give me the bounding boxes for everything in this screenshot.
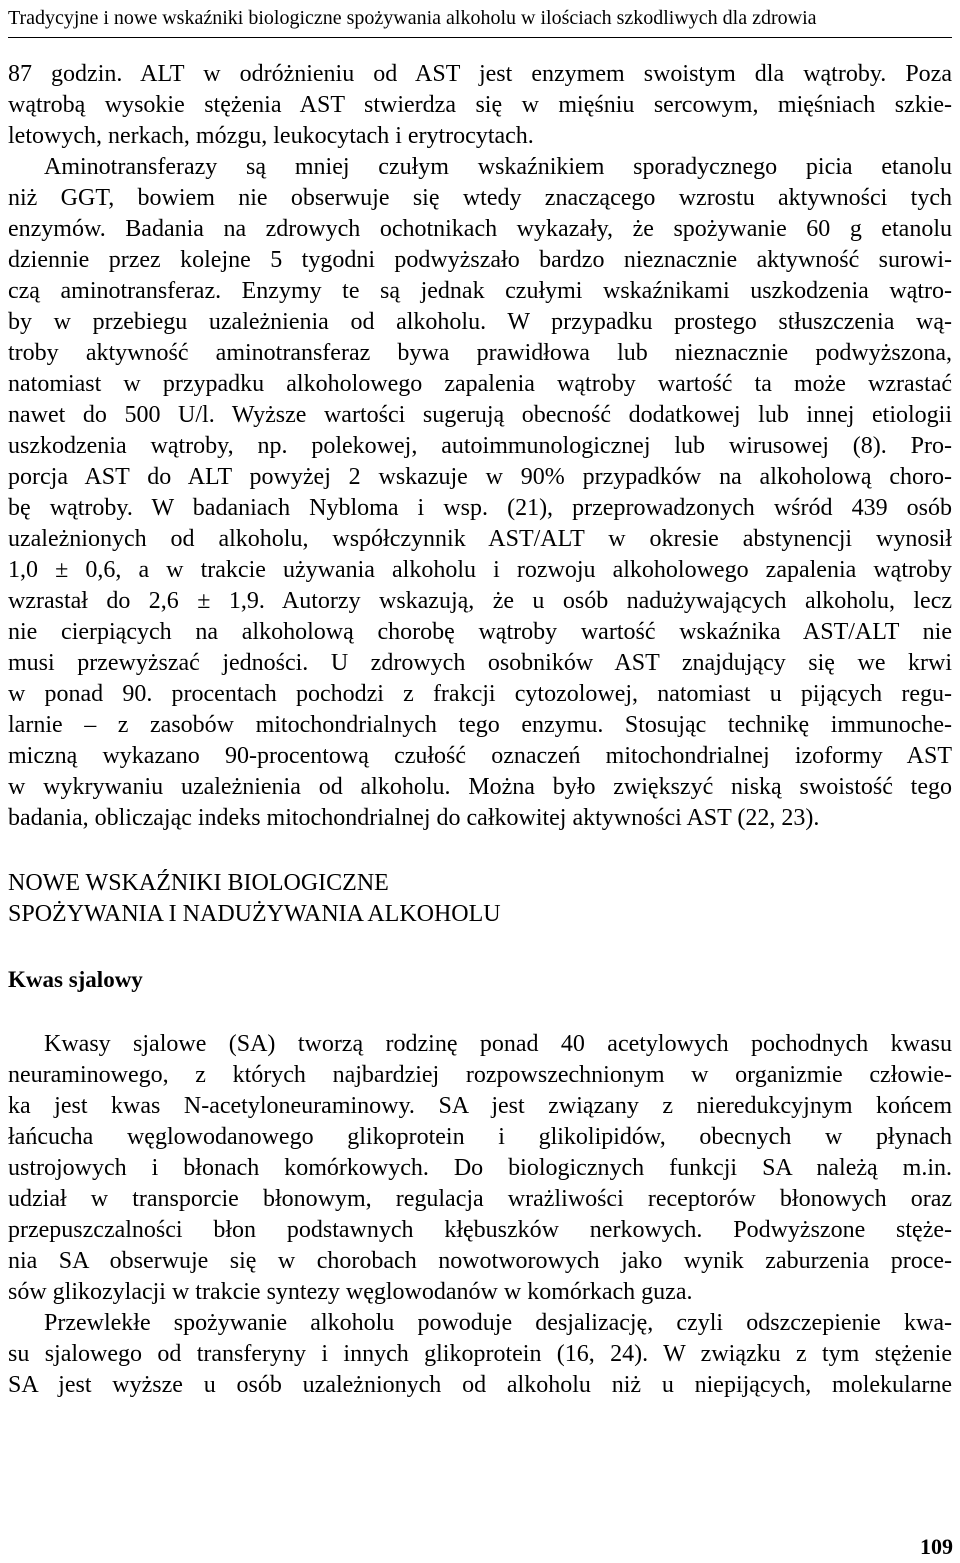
paragraph-2 bbox=[8, 152, 952, 834]
text-line: w ponad 90. procentach pochodzi z frakcji cytozolowej, natomiast u pijących regu- bbox=[8, 681, 952, 707]
text-line: natomiast w przypadku alkoholowego zapalenia wątroby wartość ta może wzrastać bbox=[8, 371, 952, 397]
text-line: enzymów. Badania na zdrowych ochotnikach wykazały, że spożywanie 60 g etanolu bbox=[8, 216, 952, 242]
running-header: Tradycyjne i nowe wskaźniki biologiczne spożywania alkoholu w ilościach szkodliwych dla zdrowia bbox=[8, 7, 817, 29]
text-line: nie cierpiących na alkoholową chorobę wątroby wartość wskaźnika AST/ALT nie bbox=[8, 619, 952, 645]
text-line: larnie – z zasobów mitochondrialnych tego enzymu. Stosując technikę immunoche- bbox=[8, 712, 952, 738]
section-heading bbox=[8, 868, 952, 930]
paragraph-4 bbox=[8, 1308, 952, 1401]
paragraph-3 bbox=[8, 1029, 952, 1308]
text-line: wzrastał do 2,6 ± 1,9. Autorzy wskazują, że u osób nadużywających alkoholu, lecz bbox=[8, 588, 952, 614]
paragraph-1 bbox=[8, 59, 952, 152]
text-line: sów glikozylacji w trakcie syntezy węglowodanów w komórkach guza. bbox=[8, 1279, 693, 1305]
text-line: ustrojowych i błonach komórkowych. Do biologicznych funkcji SA należą m.in. bbox=[8, 1155, 952, 1181]
text-line: neuraminowego, z których najbardziej rozpowszechnionym w organizmie człowie- bbox=[8, 1062, 952, 1088]
section-heading-line: NOWE WSKAŹNIKI BIOLOGICZNE bbox=[8, 870, 389, 896]
text-line: SA jest wyższe u osób uzależnionych od alkoholu niż u niepijących, molekularne bbox=[8, 1372, 952, 1398]
subheading: Kwas sjalowy bbox=[8, 967, 143, 992]
text-line: dziennie przez kolejne 5 tygodni podwyższało bardzo nieznacznie aktywność surowi- bbox=[8, 247, 952, 273]
text-line: czą aminotransferaz. Enzymy te są jednak czułymi wskaźnikami uszkodzenia wątro- bbox=[8, 278, 952, 304]
text-line: uszkodzenia wątroby, np. polekowej, autoimmunologicznej lub wirusowej (8). Pro- bbox=[8, 433, 952, 459]
page-body bbox=[8, 59, 952, 1401]
text-line: su sjalowego od transferyny i innych glikoprotein (16, 24). W związku z tym stężenie bbox=[8, 1341, 952, 1367]
text-line: porcja AST do ALT powyżej 2 wskazuje w 90% przypadków na alkoholową choro- bbox=[8, 464, 952, 490]
text-line: troby aktywność aminotransferaz bywa prawidłowa lub nieznacznie podwyższona, bbox=[8, 340, 952, 366]
text-line: ka jest kwas N-acetyloneuraminowy. SA jest związany z nieredukcyjnym końcem bbox=[8, 1093, 952, 1119]
text-line: Przewlekłe spożywanie alkoholu powoduje desjalizację, czyli odszczepienie kwa- bbox=[44, 1310, 952, 1336]
text-line: udział w transporcie błonowym, regulacja wrażliwości receptorów błonowych oraz bbox=[8, 1186, 952, 1212]
text-line: bę wątroby. W badaniach Nybloma i wsp. (21), przeprowadzonych wśród 439 osób bbox=[8, 495, 952, 521]
text-line: 1,0 ± 0,6, a w trakcie używania alkoholu i rozwoju alkoholowego zapalenia wątroby bbox=[8, 557, 952, 583]
text-line: niż GGT, bowiem nie obserwuje się wtedy znaczącego wzrostu aktywności tych bbox=[8, 185, 952, 211]
text-line: uzależnionych od alkoholu, współczynnik AST/ALT w okresie abstynencji wynosił bbox=[8, 526, 952, 552]
text-line: 87 godzin. ALT w odróżnieniu od AST jest enzymem swoistym dla wątroby. Poza bbox=[8, 61, 952, 87]
text-line: przepuszczalności błon podstawnych kłębuszków nerkowych. Podwyższone stęże- bbox=[8, 1217, 952, 1243]
text-line: nawet do 500 U/l. Wyższe wartości sugerują obecność dodatkowej lub innej etiologii bbox=[8, 402, 952, 428]
text-line: nia SA obserwuje się w chorobach nowotworowych jako wynik zaburzenia proce- bbox=[8, 1248, 952, 1274]
text-line: w wykrywaniu uzależnienia od alkoholu. Można było zwiększyć niską swoistość tego bbox=[8, 774, 952, 800]
text-line: miczną wykazano 90-procentową czułość oznaczeń mitochondrialnej izoformy AST bbox=[8, 743, 952, 769]
text-line: Kwasy sjalowe (SA) tworzą rodzinę ponad 40 acetylowych pochodnych kwasu bbox=[44, 1031, 952, 1057]
text-line: wątrobą wysokie stężenia AST stwierdza się w mięśniu sercowym, mięśniach szkie- bbox=[8, 92, 952, 118]
page-number: 109 bbox=[920, 1534, 953, 1559]
text-line: musi przewyższać jedności. U zdrowych osobników AST znajdujący się we krwi bbox=[8, 650, 952, 676]
text-line: by w przebiegu uzależnienia od alkoholu. W przypadku prostego stłuszczenia wą- bbox=[8, 309, 952, 335]
section-heading-line: SPOŻYWANIA I NADUŻYWANIA ALKOHOLU bbox=[8, 901, 501, 927]
header-rule bbox=[8, 37, 952, 38]
text-line: Aminotransferazy są mniej czułym wskaźnikiem sporadycznego picia etanolu bbox=[44, 154, 952, 180]
text-line: letowych, nerkach, mózgu, leukocytach i erytrocytach. bbox=[8, 123, 534, 149]
text-line: łańcucha węglowodanowego glikoprotein i glikolipidów, obecnych w płynach bbox=[8, 1124, 952, 1150]
text-line: badania, obliczając indeks mitochondrialnej do całkowitej aktywności AST (22, 23). bbox=[8, 805, 820, 831]
